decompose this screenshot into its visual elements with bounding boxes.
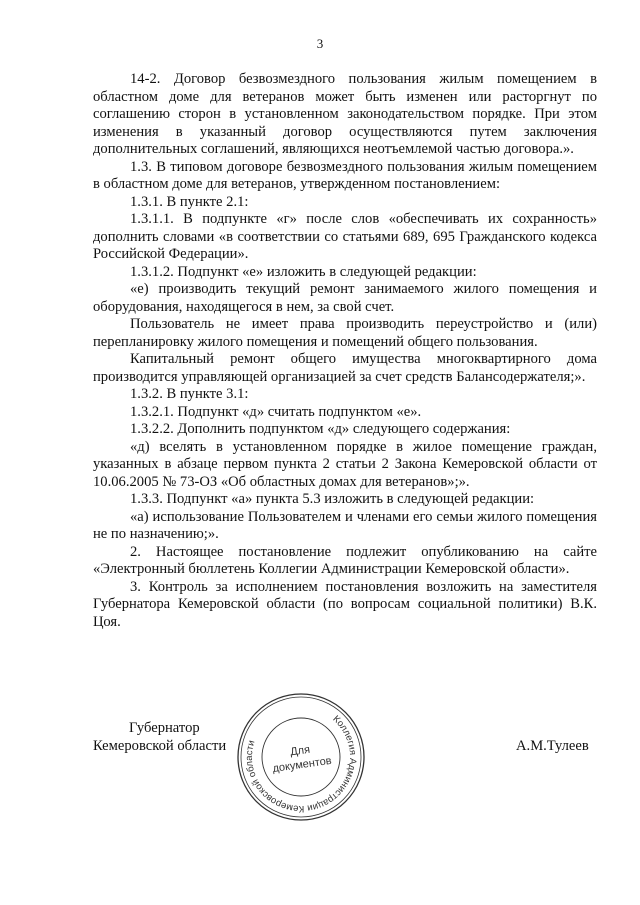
svg-text:Коллегия Администрации Кемеров xyxy=(234,690,368,824)
paragraph-1-3-3: 1.3.3. Подпункт «а» пункта 5.3 изложить в следующей редакции: xyxy=(130,491,535,507)
signatory-name: А.М.Тулеев xyxy=(516,738,589,754)
paragraph-subitem-a: «а) использование Пользователем и членами его семьи жилого помещения не по назначению;». xyxy=(93,508,597,542)
document-body xyxy=(93,71,597,631)
paragraph-capital-repair: Капитальный ремонт общего имущества многоквартирного дома производится управляющей организацией за счет средств Балансодержателя;». xyxy=(93,351,597,385)
seal-graphic xyxy=(234,690,368,824)
paragraph-user-rights: Пользователь не имеет права производить переустройство и (или) перепланировку жилого помещения и помещений общего пользования. xyxy=(93,316,597,350)
paragraph-3: 3. Контроль за исполнением постановления возложить на заместителя Губернатора Кемеровской области (по вопросам социальной политики) В.К. Цоя. xyxy=(93,578,597,630)
signatory-title xyxy=(93,719,226,755)
paragraph-subitem-d: «д) вселять в установленном порядке в жилое помещение граждан, указанных в абзаце первом пункта 2 статьи 2 Закона Кемеровской области от 10.06.2005 № 73-ОЗ «Об областных домах для ветеранов»;». xyxy=(93,438,597,490)
paragraph-1-3: 1.3. В типовом договоре безвозмездного пользования жилым помещением в областном доме для ветеранов, утвержденном постановлением: xyxy=(93,158,597,192)
official-seal xyxy=(234,690,368,824)
paragraph-1-3-1-2: 1.3.1.2. Подпункт «е» изложить в следующей редакции: xyxy=(130,263,477,280)
paragraph-14-2: 14-2. Договор безвозмездного пользования жилым помещением в областном доме для ветеранов может быть изменен или расторгнут по соглашению сторон в установленном законодательством порядке. При этом изменения в указанный договор осуществляются путем заключения дополнительных соглашений, являющихся неотъемлемой частью договора.». xyxy=(93,71,597,157)
paragraph-subitem-e: «е) производить текущий ремонт занимаемого жилого помещения и оборудования, находящегося в нем, за свой счет. xyxy=(93,281,597,315)
paragraph-1-3-2: 1.3.2. В пункте 3.1: xyxy=(130,386,249,402)
signatory-title-line1: Губернатор xyxy=(129,720,200,736)
paragraph-2: 2. Настоящее постановление подлежит опубликованию на сайте «Электронный бюллетень Коллегии Администрации Кемеровской области». xyxy=(93,543,597,577)
seal-center-line1: Для xyxy=(289,743,311,759)
paragraph-1-3-1-1: 1.3.1.1. В подпункте «г» после слов «обеспечивать их сохранность» дополнить словами «в соответствии со статьями 689, 695 Гражданского кодекса Российской Федерации». xyxy=(93,211,597,262)
paragraph-1-3-2-1: 1.3.2.1. Подпункт «д» считать подпунктом «е». xyxy=(130,403,422,420)
page-number: 3 xyxy=(316,36,324,51)
seal-center-line2: документов xyxy=(271,754,333,776)
paragraph-1-3-1: 1.3.1. В пункте 2.1: xyxy=(130,193,249,210)
paragraph-1-3-2-2: 1.3.2.2. Дополнить подпунктом «д» следующего содержания: xyxy=(130,421,511,437)
signatory-title-line2: Кемеровской области xyxy=(93,738,227,754)
seal-ring-text: Коллегия Администрации Кемеровской области xyxy=(243,713,359,815)
